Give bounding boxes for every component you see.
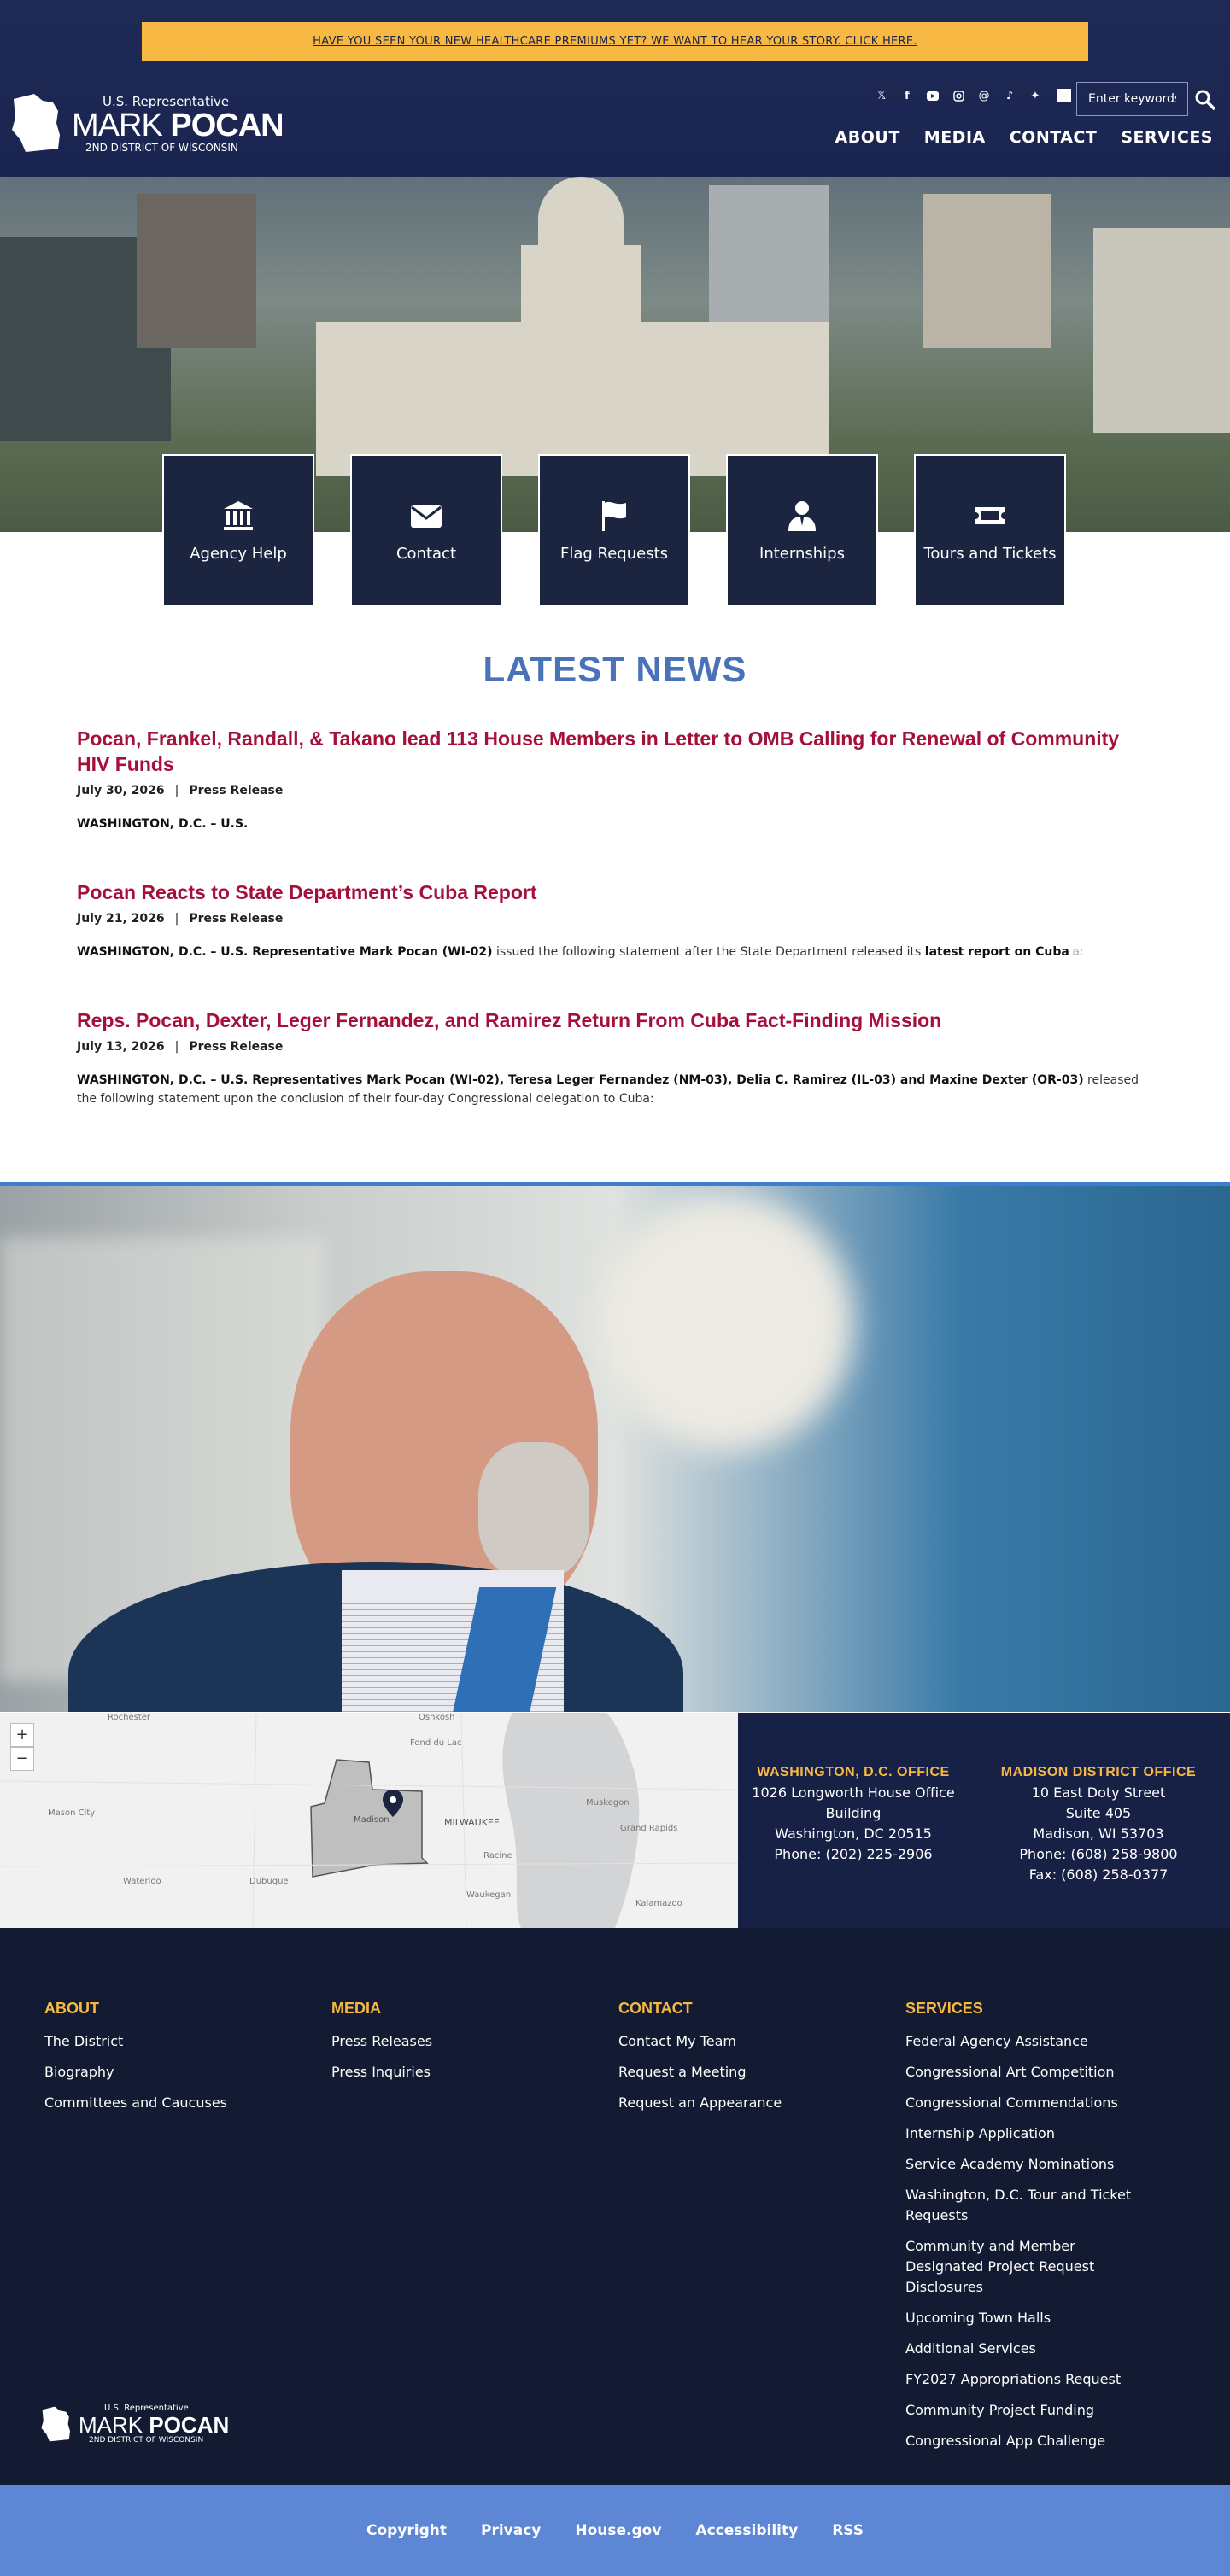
rss-link[interactable]: RSS	[832, 2522, 864, 2539]
footer-link[interactable]: FY2027 Appropriations Request	[905, 2371, 1122, 2387]
flag-icon	[597, 499, 631, 533]
footer-about	[44, 2000, 301, 2123]
office-locations	[738, 1713, 1230, 1928]
logo-district: 2ND DISTRICT OF WISCONSIN	[89, 2436, 204, 2445]
office-phone[interactable]: Phone: (202) 225-2906	[774, 1846, 933, 1862]
footer-heading: SERVICES	[905, 2000, 983, 2017]
capitol-dome	[538, 177, 624, 254]
news-title-link[interactable]: Pocan Reacts to State Department’s Cuba Report	[77, 881, 537, 903]
office-line: Suite 405	[1065, 1805, 1132, 1821]
search-icon[interactable]	[1194, 89, 1216, 111]
news-item	[77, 879, 1153, 963]
logo-title: U.S. Representative	[104, 2404, 189, 2413]
envelope-icon	[409, 499, 443, 533]
tile-agency-help[interactable]	[162, 454, 314, 606]
report-link[interactable]: latest report on Cuba	[924, 945, 1069, 959]
map-label: Dubuque	[249, 1877, 289, 1886]
wisconsin-state-icon	[39, 2405, 75, 2443]
tiktok-icon[interactable]: ♪	[1005, 89, 1014, 102]
nav-media[interactable]: MEDIA	[923, 128, 986, 147]
footer-link[interactable]: Contact My Team	[618, 2033, 736, 2049]
zoom-out-button[interactable]: −	[10, 1747, 34, 1771]
footer-heading: CONTACT	[618, 2000, 693, 2017]
news-excerpt: WASHINGTON, D.C. – U.S. Representatives Mark Pocan (WI-02), Teresa Leger Fernandez (NM-03), Delia C. Ramirez (IL-03) and Maxine Dexter (OR-03) released the following statement upon the conclusion of their four-day Congressional delegation to Cuba:	[77, 1073, 1139, 1106]
building	[922, 194, 1051, 348]
map-label: Waukegan	[466, 1890, 512, 1900]
nav-services[interactable]: SERVICES	[1121, 128, 1213, 147]
map-label: Racine	[483, 1851, 512, 1860]
building	[137, 194, 256, 348]
office-line: Building	[825, 1805, 882, 1821]
news-excerpt: WASHINGTON, D.C. – U.S.	[77, 817, 249, 831]
news-item	[77, 726, 1153, 833]
news-title-link[interactable]: Pocan, Frankel, Randall, & Takano lead 113 House Members in Letter to OMB Calling for Renewal of Community HIV Funds	[77, 727, 1120, 775]
district-map[interactable]	[0, 1713, 738, 1928]
facebook-icon[interactable]: f	[905, 89, 910, 102]
footer-link[interactable]: Biography	[44, 2064, 114, 2080]
capitol-drum	[521, 245, 641, 348]
tile-contact[interactable]	[350, 454, 502, 606]
ticket-icon	[973, 499, 1007, 533]
logo-name: MARK POCAN	[79, 2412, 230, 2438]
healthcare-alert-link[interactable]: HAVE YOU SEEN YOUR NEW HEALTHCARE PREMIUMS YET? WE WANT TO HEAR YOUR STORY. CLICK HERE.	[142, 22, 1088, 61]
office-phone[interactable]: Phone: (608) 258-9800	[1019, 1846, 1178, 1862]
building-icon	[221, 499, 255, 533]
beard	[478, 1442, 589, 1579]
logo-district: 2ND DISTRICT OF WISCONSIN	[85, 142, 238, 154]
map-label: MILWAUKEE	[444, 1817, 500, 1828]
footer-link[interactable]: Upcoming Town Halls	[905, 2310, 1051, 2326]
news-item	[77, 1008, 1153, 1108]
map-label: Muskegon	[586, 1798, 630, 1808]
footer-link[interactable]: Internship Application	[905, 2125, 1055, 2141]
tile-label: Flag Requests	[559, 544, 669, 563]
office-line: Madison, WI 53703	[1033, 1825, 1164, 1842]
zoom-in-button[interactable]: +	[10, 1723, 34, 1747]
map-label: Fond du Lac	[410, 1738, 462, 1748]
tile-label: Contact	[395, 544, 457, 563]
footer-logo[interactable]	[39, 2404, 230, 2446]
footer-heading: MEDIA	[331, 2000, 381, 2017]
person-icon	[785, 499, 819, 533]
office-name: MADISON DISTRICT OFFICE	[1000, 1765, 1197, 1779]
map-label: Kalamazoo	[636, 1899, 682, 1908]
tile-flag-requests[interactable]	[538, 454, 690, 606]
congressman-portrait-image	[0, 1186, 1230, 1712]
site-header	[0, 0, 1230, 177]
building	[709, 185, 829, 322]
house-gov-link[interactable]: House.gov	[575, 2522, 662, 2539]
footer-link[interactable]: Washington, D.C. Tour and Ticket Requests	[905, 2187, 1132, 2223]
footer-link[interactable]: Federal Agency Assistance	[905, 2033, 1088, 2049]
dc-office	[738, 1762, 969, 1865]
news-meta: July 13, 2026 | Press Release	[77, 1040, 284, 1054]
footer-link[interactable]: Congressional App Challenge	[905, 2433, 1106, 2449]
latest-news-heading: LATEST NEWS	[483, 649, 747, 689]
divider	[1057, 89, 1071, 102]
nav-contact[interactable]: CONTACT	[1009, 128, 1098, 147]
nav-about[interactable]: ABOUT	[835, 128, 900, 147]
tile-tours-tickets[interactable]	[914, 454, 1066, 606]
office-line: 10 East Doty Street	[1031, 1785, 1166, 1801]
logo-title: U.S. Representative	[102, 94, 230, 109]
footer-link[interactable]: Community Project Funding	[905, 2402, 1095, 2418]
quick-links	[162, 454, 1066, 606]
footer-link[interactable]: Committees and Caucuses	[44, 2094, 227, 2111]
bottom-links	[0, 2485, 1230, 2576]
threads-icon[interactable]: @	[978, 89, 990, 102]
map-label: Rochester	[108, 1713, 150, 1722]
footer-services	[905, 2000, 1136, 2462]
office-line: 1026 Longworth House Office	[752, 1785, 955, 1801]
map-label: Mason City	[48, 1808, 96, 1818]
footer-heading: ABOUT	[44, 2000, 99, 2017]
footer-media	[331, 2000, 588, 2093]
footer-link[interactable]: Congressional Commendations	[905, 2094, 1118, 2111]
footer-link[interactable]: Congressional Art Competition	[905, 2064, 1115, 2080]
footer-link[interactable]: Press Inquiries	[331, 2064, 430, 2080]
privacy-link[interactable]: Privacy	[480, 2522, 542, 2539]
site-footer	[0, 1928, 1230, 2485]
tile-label: Tours and Tickets	[923, 544, 1057, 563]
tile-internships[interactable]	[726, 454, 878, 606]
map-label: Oshkosh	[419, 1713, 455, 1722]
social-links	[875, 89, 1071, 102]
accessibility-link[interactable]: Accessibility	[695, 2522, 799, 2539]
bluesky-icon[interactable]: ✦	[1030, 89, 1040, 102]
footer-link[interactable]: Press Releases	[331, 2033, 433, 2049]
news-excerpt: WASHINGTON, D.C. – U.S. Representative Mark Pocan (WI-02) issued the following statement after the State Department released its latest report on Cuba ⧉:	[77, 945, 1084, 959]
office-line: Washington, DC 20515	[775, 1825, 932, 1842]
footer-link[interactable]: Service Academy Nominations	[905, 2156, 1115, 2172]
footer-link[interactable]: Request a Meeting	[618, 2064, 747, 2080]
wisconsin-state-icon	[9, 92, 68, 154]
news-meta: July 21, 2026 | Press Release	[77, 912, 284, 926]
youtube-icon[interactable]	[926, 89, 940, 102]
logo-name: MARK POCAN	[72, 108, 284, 143]
footer-link[interactable]: The District	[44, 2033, 124, 2049]
news-meta: July 30, 2026 | Press Release	[77, 784, 284, 797]
office-name: WASHINGTON, D.C. OFFICE	[757, 1765, 950, 1779]
map-label: Waterloo	[123, 1877, 161, 1886]
instagram-icon[interactable]	[952, 89, 965, 102]
capitol-dome-blur	[598, 1195, 854, 1451]
tile-label: Internships	[759, 544, 845, 563]
external-link-icon: ⧉	[1073, 949, 1080, 958]
building	[1093, 228, 1230, 433]
search-input[interactable]	[1076, 82, 1188, 116]
footer-contact	[618, 2000, 875, 2123]
map-label: Madison	[354, 1815, 390, 1825]
tile-label: Agency Help	[190, 544, 287, 563]
news-title-link[interactable]: Reps. Pocan, Dexter, Leger Fernandez, and Ramirez Return From Cuba Fact-Finding Mission	[77, 1009, 942, 1031]
footer-link[interactable]: Community and Member Designated Project Request Disclosures	[905, 2238, 1095, 2295]
copyright-link[interactable]: Copyright	[366, 2522, 447, 2539]
x-icon[interactable]: 𝕏	[876, 89, 887, 102]
madison-office	[983, 1762, 1214, 1885]
map-label: Grand Rapids	[620, 1824, 678, 1833]
footer-link[interactable]: Additional Services	[905, 2340, 1036, 2357]
site-logo[interactable]	[9, 89, 282, 155]
footer-link[interactable]: Request an Appearance	[618, 2094, 782, 2111]
main-nav	[835, 128, 1213, 147]
office-fax: Fax: (608) 258-0377	[1028, 1866, 1168, 1883]
map-pin-icon[interactable]	[383, 1790, 403, 1817]
